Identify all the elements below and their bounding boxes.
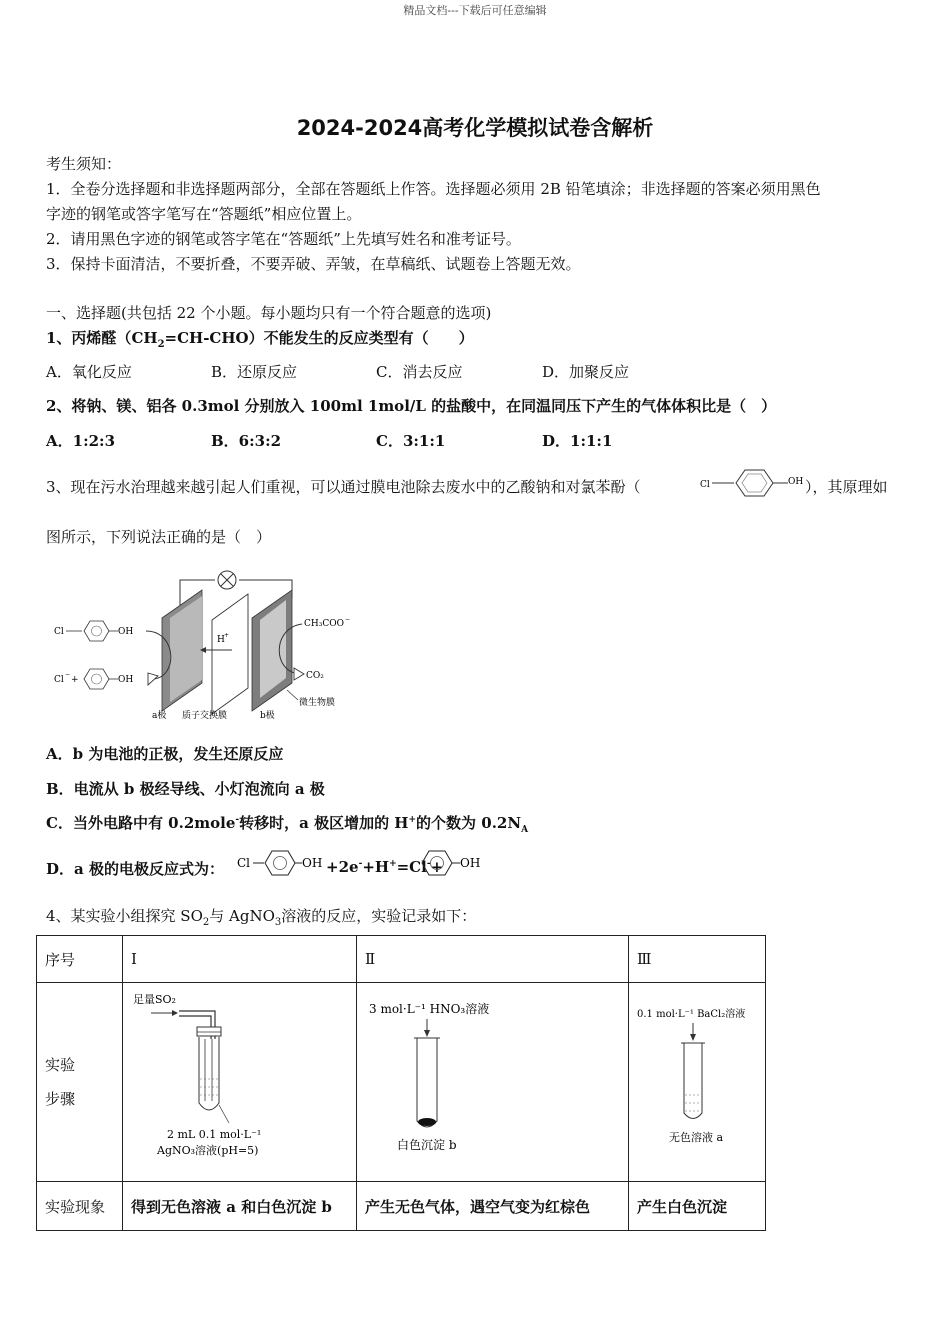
q1-option-c: C．消去反应 — [376, 363, 463, 381]
chlorophenol-structure-icon-2 — [236, 845, 326, 879]
fig-cl-label: Cl — [54, 627, 64, 637]
steps-label-1: 实验 — [45, 1056, 76, 1074]
q3-option-d-mid2: +H — [362, 858, 390, 876]
fig-oh-label: OH — [118, 627, 134, 637]
q1-stem-post: =CH-CHO）不能发生的反应类型有（ ） — [164, 329, 474, 347]
q3-option-c-mid: 转移时，a 极区增加的 H — [239, 814, 409, 832]
q4-stem-sub1: 2 — [202, 917, 210, 928]
table-header-index: 序号 — [37, 936, 123, 983]
q4-stem-pre: 4、某实验小组探究 SO — [46, 907, 203, 925]
notice-heading: 考生须知： — [46, 155, 122, 173]
table-row-steps — [37, 983, 766, 1182]
q3-option-c-pre: C．当外电路中有 0.2mole — [46, 814, 236, 832]
q1-option-d: D．加聚反应 — [542, 363, 630, 381]
fig1-bottom-label-1: 2 mL 0.1 mol·L⁻¹ — [167, 1128, 262, 1141]
electrode-b-label: b极 — [260, 711, 275, 721]
page-header: 精品文档---下载后可任意编辑 — [403, 4, 547, 17]
steps-label-cell — [37, 983, 123, 1182]
h-plus-label: H — [217, 635, 225, 645]
fig-cl-ion-label: Cl — [54, 675, 64, 685]
notice-item-1-line-1: 1．全卷分选择题和非选择题两部分，全部在答题纸上作答。选择题必须用 2B 铅笔填涂；非选择题的答案必须用黑色 — [46, 180, 821, 198]
table-header-ii: Ⅱ — [357, 936, 629, 983]
svg-text:−: − — [345, 616, 351, 623]
membrane-label: 质子交换膜 — [182, 711, 228, 721]
table-header-row — [37, 936, 766, 983]
optd-oh-label: OH — [302, 856, 323, 870]
q3-option-c-post: 的个数为 0.2N — [416, 814, 522, 832]
q3-stem-line1-post: ），其原理如 — [805, 478, 888, 496]
fig2-bottom-label: 白色沉淀 b — [397, 1138, 457, 1152]
chlorophenol-oh-label: OH — [788, 477, 804, 487]
observation-iii: 产生白色沉淀 — [629, 1182, 766, 1231]
electrode-a-label: a极 — [152, 711, 167, 721]
q3-stem-line2: 图所示，下列说法正确的是（ ） — [46, 528, 272, 546]
step-i-figure — [123, 983, 355, 1177]
section-heading: 一、选择题(共包括 22 个小题。每小题均只有一个符合题意的选项) — [46, 304, 492, 322]
q2-option-d: D．1:1:1 — [542, 432, 613, 450]
fig3-bottom-label: 无色溶液 a — [669, 1131, 724, 1144]
fig3-top-label: 0.1 mol·L⁻¹ BaCl₂溶液 — [637, 1009, 746, 1020]
q1-stem — [46, 327, 474, 350]
q2-option-c: C．3:1:1 — [376, 432, 446, 450]
membrane-cell-diagram — [52, 568, 357, 728]
fig1-top-label: 足量SO₂ — [133, 993, 176, 1006]
chlorophenol-cl-label: Cl — [700, 480, 710, 490]
q1-stem-pre: 1、丙烯醛（CH — [46, 329, 158, 347]
step-i-figure-cell — [123, 983, 357, 1182]
q3-option-d-mid4: + — [430, 858, 444, 876]
notice-item-2: 2．请用黑色字迹的钢笔或答字笔在“答题纸”上先填写姓名和准考证号。 — [46, 230, 521, 248]
notice-item-1-line-2: 字迹的钢笔或答字笔写在“答题纸”相应位置上。 — [46, 205, 362, 223]
q2-stem: 2、将钠、镁、铝各 0.3mol 分别放入 100ml 1mol/L 的盐酸中，在同温同压下产生的气体体积比是（ ） — [46, 397, 777, 415]
q3-option-c-sup2: + — [408, 815, 417, 825]
q4-stem-sub2: 3 — [274, 917, 282, 928]
q4-stem-post: 溶液的反应，实验记录如下： — [281, 907, 477, 925]
biofilm-label: 微生物膜 — [299, 698, 336, 708]
q2-option-b: B．6:3:2 — [211, 432, 282, 450]
q3-option-d-pre: D．a 极的电极反应式为： — [46, 860, 224, 878]
svg-text:−: − — [65, 671, 71, 678]
fig2-top-label: 3 mol·L⁻¹ HNO₃溶液 — [369, 1002, 490, 1016]
q1-option-a: A．氧化反应 — [46, 363, 132, 381]
q3-option-d-equation: +2e-+H+=Cl-+ — [326, 858, 444, 876]
phenol-oh-label: OH — [460, 856, 481, 870]
steps-label-2: 步骤 — [45, 1090, 76, 1108]
page-title: 2024-2024高考化学模拟试卷含解析 — [296, 116, 654, 140]
svg-text:+: + — [71, 675, 79, 685]
step-iii-figure-cell — [629, 983, 766, 1182]
q1-option-b: B．还原反应 — [211, 363, 298, 381]
co2-label: CO₂ — [306, 671, 324, 681]
step-iii-figure — [629, 983, 765, 1177]
experiment-table — [36, 935, 766, 1231]
table-row-observations — [37, 1182, 766, 1231]
step-ii-figure — [357, 983, 627, 1177]
q3-stem-line1-pre: 3、现在污水治理越来越引起人们重视，可以通过膜电池除去废水中的乙酸钠和对氯苯酚（ — [46, 478, 641, 496]
observations-label: 实验现象 — [37, 1182, 123, 1231]
step-ii-figure-cell — [357, 983, 629, 1182]
phenol-structure-icon — [420, 845, 488, 879]
q1-stem-sub: 2 — [157, 339, 165, 350]
q3-option-d-mid1: +2e — [326, 858, 359, 876]
q4-stem — [46, 905, 476, 928]
q3-option-c-sup: - — [235, 815, 240, 825]
optd-cl-label: Cl — [237, 856, 251, 870]
fig1-bottom-label-2: AgNO₃溶液(pH=5) — [157, 1144, 259, 1157]
q4-stem-mid: 与 AgNO — [209, 907, 275, 925]
observation-i: 得到无色溶液 a 和白色沉淀 b — [123, 1182, 357, 1231]
table-header-iii: Ⅲ — [629, 936, 766, 983]
svg-text:+: + — [224, 632, 230, 639]
table-header-i: Ⅰ — [123, 936, 357, 983]
q3-option-c — [46, 812, 528, 835]
acetate-label: CH₃COO — [304, 619, 344, 629]
q3-option-d-mid3: =Cl — [396, 858, 427, 876]
q3-option-b: B．电流从 b 极经导线、小灯泡流向 a 极 — [46, 780, 325, 798]
chlorophenol-structure-icon — [698, 466, 810, 500]
notice-item-3: 3．保持卡面清洁，不要折叠，不要弄破、弄皱，在草稿纸、试题卷上答题无效。 — [46, 255, 581, 273]
fig-oh-label-2: OH — [118, 675, 134, 685]
q3-option-c-sub: A — [521, 825, 529, 835]
observation-ii: 产生无色气体，遇空气变为红棕色 — [357, 1182, 629, 1231]
q2-option-a: A．1:2:3 — [46, 432, 116, 450]
q3-option-a: A．b 为电池的正极，发生还原反应 — [46, 745, 284, 763]
